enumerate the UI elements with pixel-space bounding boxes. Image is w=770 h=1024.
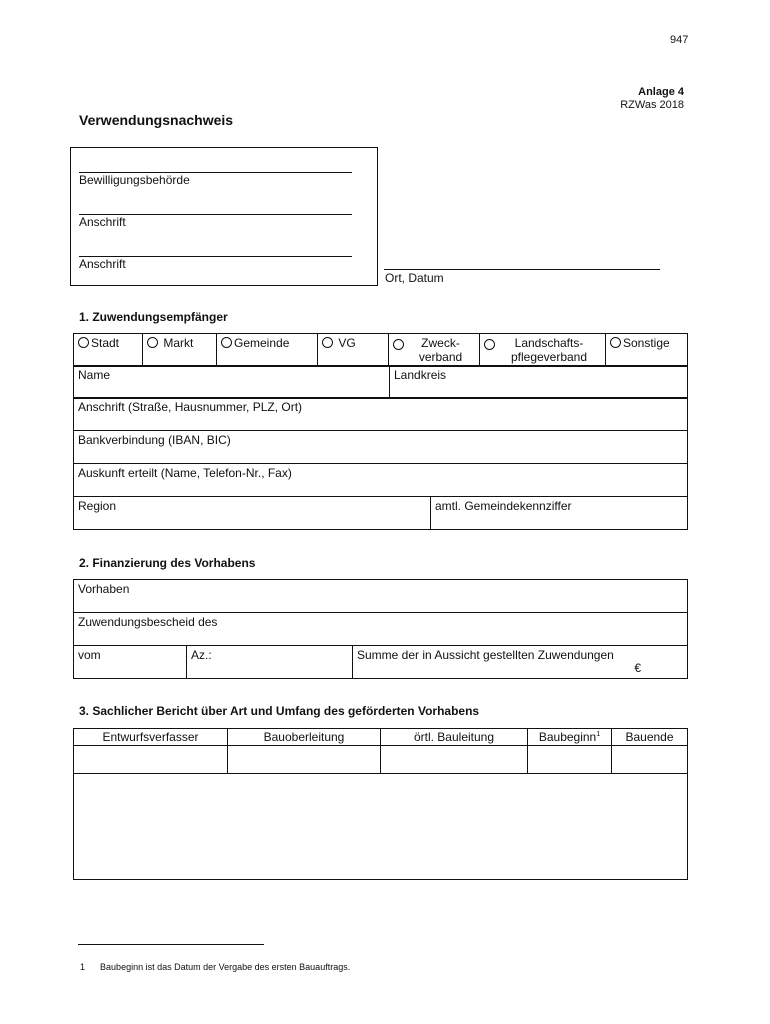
sum-field[interactable] (353, 646, 688, 679)
col-construction-end: Bauende (612, 729, 688, 746)
grant-notice-label: Zuwendungsbescheid des (78, 615, 218, 629)
place-date-label: Ort, Datum (385, 271, 444, 285)
region-table (73, 496, 688, 530)
annex-reference: RZWas 2018 (620, 99, 684, 111)
designer-field[interactable] (74, 746, 228, 774)
radio-icon[interactable] (393, 339, 404, 350)
address-box (70, 147, 378, 286)
radio-icon[interactable] (78, 337, 89, 348)
grant-notice-field[interactable] (74, 613, 688, 646)
col-designer: Entwurfsverfasser (74, 729, 228, 746)
construction-start-field[interactable] (528, 746, 612, 774)
construction-end-field[interactable] (612, 746, 688, 774)
section2-heading: 2. Finanzierung des Vorhabens (79, 556, 256, 570)
municipality-code-field[interactable] (431, 497, 688, 530)
option-label: Markt (163, 336, 194, 350)
col-site-supervision: Bauoberleitung (228, 729, 381, 746)
address-label-2: Anschrift (79, 257, 126, 271)
option-label-2: verband (418, 350, 463, 364)
site-supervision-field[interactable] (228, 746, 381, 774)
municipality-code-label: amtl. Gemeindekennziffer (435, 499, 572, 513)
recipient-details-table (73, 365, 688, 399)
bank-field[interactable] (74, 431, 688, 464)
option-label: Zweck- (421, 336, 460, 350)
col-construction-start-label: Baubeginn (538, 730, 597, 744)
footnote-text: Baubeginn ist das Datum der Vergabe des ersten Bauauftrags. (100, 962, 351, 972)
project-field[interactable] (74, 580, 688, 613)
option-label: Gemeinde (234, 336, 290, 350)
option-vg[interactable] (318, 334, 389, 367)
date-field[interactable] (74, 646, 187, 679)
project-label: Vorhaben (78, 582, 130, 596)
recipient-address-table (73, 397, 688, 497)
footnote (80, 962, 350, 972)
page-title: Verwendungsnachweis (79, 112, 234, 128)
address-label: Anschrift (Straße, Hausnummer, PLZ, Ort) (78, 400, 303, 414)
reference-label: Az.: (191, 648, 212, 662)
footnote-divider (78, 944, 264, 945)
address-label-1: Anschrift (79, 215, 126, 229)
radio-icon[interactable] (322, 337, 333, 348)
date-label: vom (78, 648, 101, 662)
option-label: Sonstige (623, 336, 670, 350)
landkreis-field[interactable] (390, 366, 688, 399)
contact-field[interactable] (74, 464, 688, 497)
region-label: Region (78, 499, 117, 513)
footnote-marker: 1 (596, 731, 601, 738)
funding-table (73, 579, 688, 646)
funding-details-table (73, 645, 688, 679)
currency-symbol: € (634, 661, 641, 675)
sum-label: Summe der in Aussicht gestellten Zuwendungen (357, 648, 614, 662)
section3-heading: 3. Sachlicher Bericht über Art und Umfang des geförderten Vorhabens (79, 704, 480, 718)
contact-label: Auskunft erteilt (Name, Telefon-Nr., Fax) (78, 466, 292, 480)
reference-field[interactable] (187, 646, 353, 679)
col-construction-start (528, 729, 612, 746)
authority-label: Bewilligungsbehörde (79, 173, 190, 187)
name-label: Name (78, 368, 111, 382)
radio-icon[interactable] (221, 337, 232, 348)
local-construction-field[interactable] (381, 746, 528, 774)
recipient-type-table (73, 333, 688, 367)
option-label-2: pflegeverband (510, 350, 588, 364)
report-table (73, 728, 688, 880)
option-markt[interactable] (143, 334, 217, 367)
footnote-number: 1 (80, 962, 86, 972)
radio-icon[interactable] (147, 337, 158, 348)
radio-icon[interactable] (610, 337, 621, 348)
option-label: VG (338, 336, 356, 350)
option-landschaftspflegeverband[interactable] (480, 334, 606, 367)
section1-heading: 1. Zuwendungsempfänger (79, 310, 228, 324)
bank-label: Bankverbindung (IBAN, BIC) (78, 433, 231, 447)
report-text-area[interactable] (74, 774, 688, 880)
option-label: Landschafts- (514, 336, 584, 350)
option-stadt[interactable] (74, 334, 143, 367)
annex-title: Anlage 4 (638, 86, 684, 98)
radio-icon[interactable] (484, 339, 495, 350)
place-date-line[interactable] (384, 269, 660, 270)
col-local-construction-management: örtl. Bauleitung (381, 729, 528, 746)
landkreis-label: Landkreis (394, 368, 447, 382)
option-label: Stadt (91, 336, 120, 350)
option-zweckverband[interactable] (389, 334, 480, 367)
name-field[interactable] (74, 366, 390, 399)
region-field[interactable] (74, 497, 431, 530)
page-number: 947 (670, 34, 689, 46)
option-sonstige[interactable] (606, 334, 688, 367)
option-gemeinde[interactable] (217, 334, 318, 367)
address-field[interactable] (74, 398, 688, 431)
annex-label (620, 86, 684, 112)
